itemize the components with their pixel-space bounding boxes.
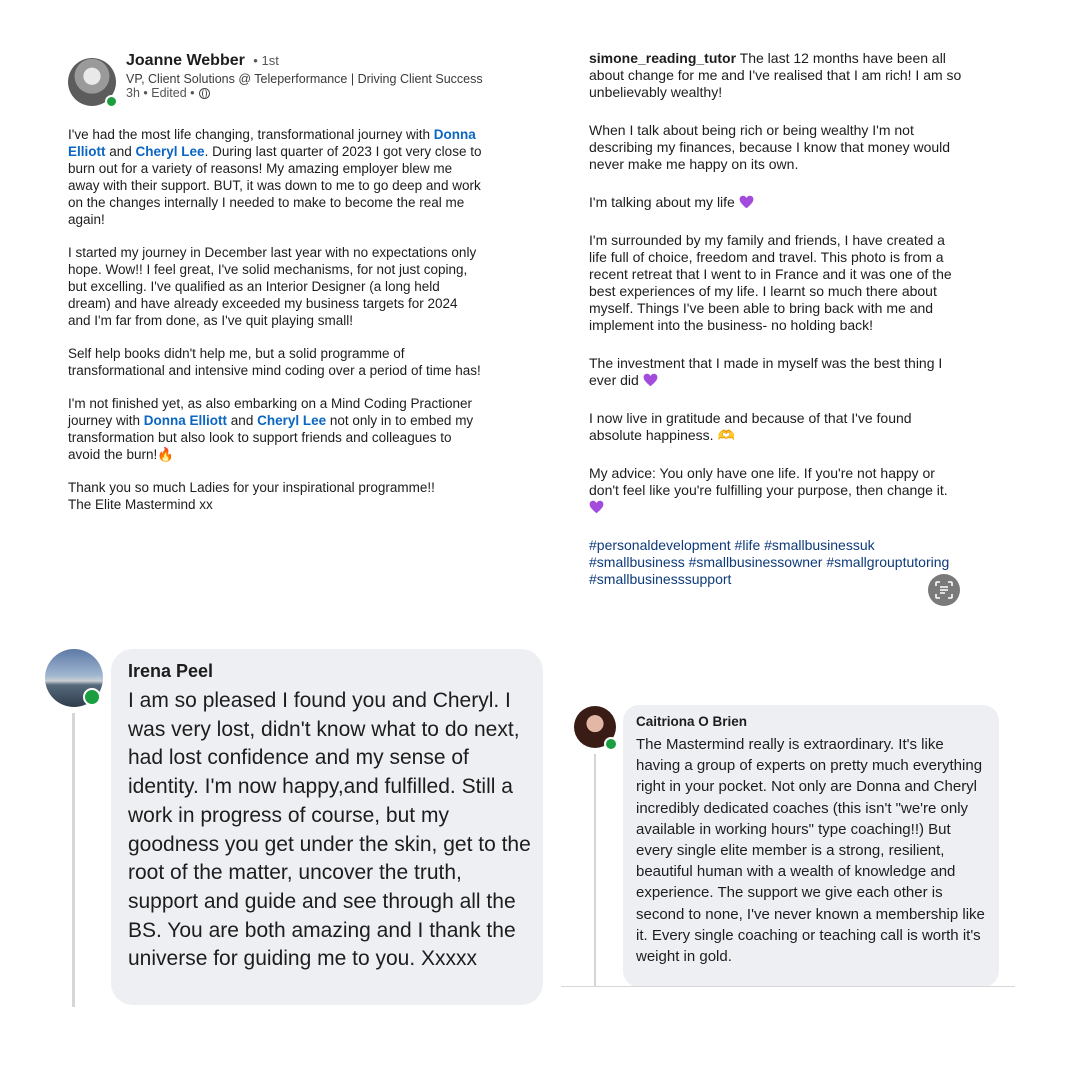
- comment-bubble: [111, 649, 543, 1005]
- text: The last 12 months have been all about change for me and I've realised that I am rich! I am so unbelievably wealthy!: [589, 50, 962, 100]
- mention-cheryl-lee[interactable]: Cheryl Lee: [257, 413, 327, 428]
- post-meta: [126, 86, 486, 100]
- purple-heart-icon: [589, 500, 604, 514]
- mention-donna-elliott[interactable]: Donna Elliott: [68, 127, 476, 159]
- text: and: [105, 144, 136, 159]
- purple-heart-icon: [643, 373, 658, 387]
- post-body: [68, 126, 483, 529]
- text: I'm talking about my life: [589, 194, 739, 210]
- mention-cheryl-lee[interactable]: Cheryl Lee: [135, 144, 205, 159]
- username[interactable]: simone_reading_tutor: [589, 50, 737, 66]
- caption-paragraph: [589, 355, 964, 389]
- text: The Elite Mastermind xx: [68, 497, 213, 512]
- post-header: [126, 52, 486, 100]
- text: . During last quarter of 2023 I got very close to burn out for a variety of reasons! My amazing employer blew me away with their support. BUT, it was down to me to go deep and work on the changes internally I needed to make to become the real me again!: [68, 144, 482, 227]
- author-name[interactable]: Joanne Webber: [126, 52, 245, 69]
- divider: [561, 986, 1015, 987]
- author-headline: VP, Client Solutions @ Teleperformance | Driving Client Success: [126, 72, 483, 86]
- post-paragraph: [68, 126, 483, 228]
- globe-icon: [199, 88, 210, 99]
- caption-paragraph: [589, 50, 964, 101]
- commenter-name[interactable]: Irena Peel: [128, 661, 214, 681]
- text: I'm not finished yet, as also embarking on a Mind Coding Practioner journey with: [68, 396, 473, 428]
- caption-paragraph: When I talk about being rich or being wealthy I'm not describing my finances, because I know that money would never make me happy on its own.: [589, 122, 951, 172]
- text: and: [227, 413, 258, 428]
- post-paragraph: [68, 395, 483, 463]
- commenter-name[interactable]: Caitriona O Brien: [636, 714, 748, 729]
- fire-icon: 🔥: [157, 447, 175, 462]
- caption-paragraph: [589, 465, 964, 516]
- hashtags[interactable]: #personaldevelopment #life #smallbusinessuk #smallbusiness #smallbusinessowner #smallgrouptutoring #smallbusinesssupport: [589, 537, 950, 587]
- post-paragraph: Self help books didn't help me, but a solid programme of transformational and intensive mind coding over a period of time has!: [68, 346, 481, 378]
- comment-bubble: [623, 705, 999, 987]
- text: I now live in gratitude and because of that I've found absolute happiness.: [589, 410, 912, 443]
- text: Thank you so much Ladies for your inspirational programme!!: [68, 480, 435, 495]
- online-status-icon: [604, 737, 618, 751]
- mention-donna-elliott[interactable]: Donna Elliott: [143, 413, 228, 428]
- caption-paragraph: [589, 194, 964, 211]
- post-paragraph: I started my journey in December last year with no expectations only hope. Wow!! I feel great, I've solid mechanisms, for not just coping, but excelling. I've qualified as an Interior Designer (a long held dream) and have already exceeded my business targets for 2024 and I'm far from done, as I've quit playing small!: [68, 245, 477, 328]
- instagram-caption: [589, 50, 964, 588]
- text: The investment that I made in myself was the best thing I ever did: [589, 355, 943, 388]
- post-paragraph: [68, 479, 483, 513]
- connection-degree: • 1st: [253, 53, 279, 68]
- heart-hands-icon: 🫶: [717, 427, 735, 443]
- scan-text-icon[interactable]: [928, 574, 960, 606]
- text: My advice: You only have one life. If you're not happy or don't feel like you're fulfilling your purpose, then change it.: [589, 465, 948, 498]
- text: not only in to embed my transformation but also look to support friends and colleagues to avoid the burn!: [68, 413, 474, 462]
- text: I've had the most life changing, transformational journey with: [68, 127, 434, 142]
- online-status-icon: [83, 688, 101, 706]
- comment-text: The Mastermind really is extraordinary. It's like having a group of experts on pretty much everything right in your pocket. Not only are Donna and Cheryl incredibly dedicated coaches (this isn't "we're only available in working hours" type coaching!!) But every single elite member is a strong, resilient, beautiful human with a wealth of knowledge and experience. The support we give each other is second to none, I've never known a membership like it. Every single coaching or teaching call is worth it's weight in gold.: [636, 736, 985, 966]
- comment-text: I am so pleased I found you and Cheryl. I was very lost, didn't know what to do next, had lost confidence and my sense of identity. I'm now happy,and fulfilled. Still a work in progress of course, but my goodness you get under the skin, get to the root of the matter, uncover the truth, support and guide and see through all the BS. You are both amazing and I thank the universe for guiding me to you. Xxxxx: [128, 689, 531, 971]
- caption-paragraph: I'm surrounded by my family and friends, I have created a life full of choice, freedom and travel. This photo is from a recent retreat that I went to in France and it was one of the best experiences of my life. I learnt so much there about myself. Things I've been able to bring back with me and implement into the business- no holding back!: [589, 232, 952, 333]
- purple-heart-icon: [739, 195, 754, 209]
- thread-line: [72, 713, 75, 1007]
- caption-paragraph: [589, 410, 964, 444]
- online-status-icon: [105, 95, 118, 108]
- thread-line: [594, 754, 596, 987]
- post-timestamp: 3h • Edited •: [126, 86, 195, 100]
